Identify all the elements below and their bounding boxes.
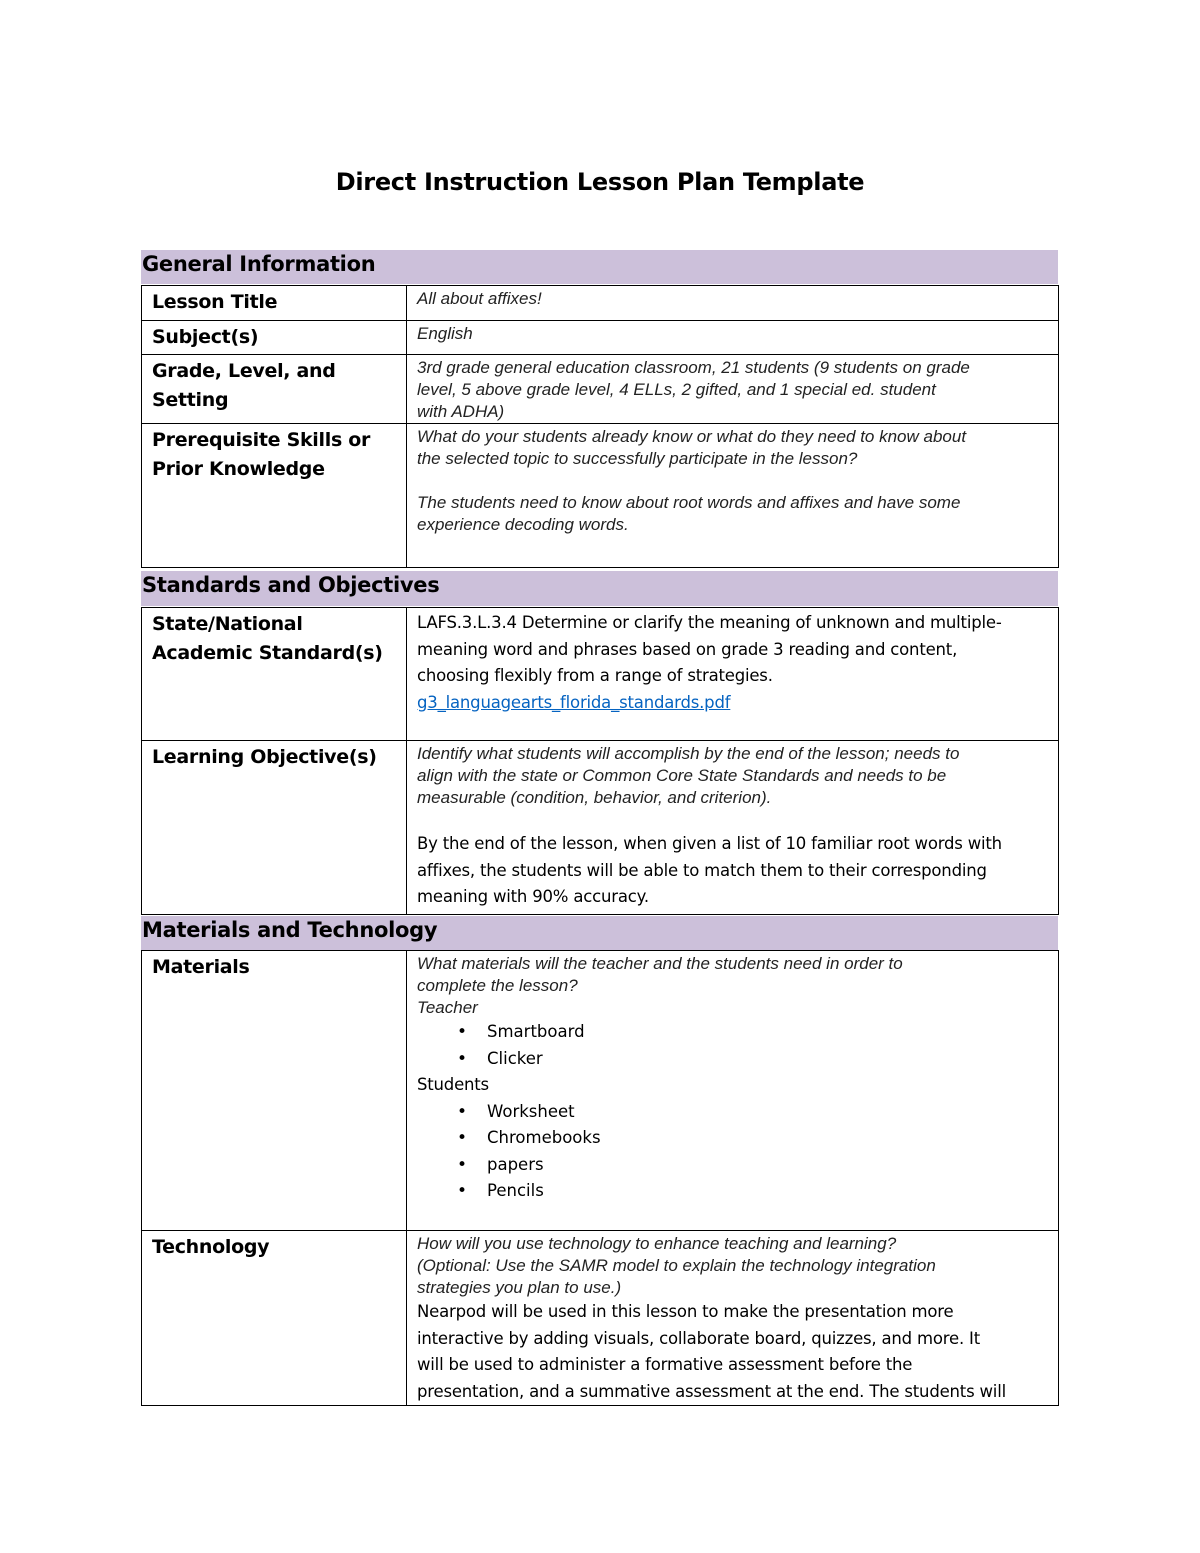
objective-line: meaning with 90% accuracy. (417, 887, 649, 906)
teacher-label: Teacher (417, 998, 478, 1017)
list-item: • papers (487, 1152, 1048, 1179)
standard-value (407, 608, 1059, 741)
technology-prompt-line: How will you use technology to enhance teaching and learning? (417, 1234, 897, 1253)
list-item: • Clicker (487, 1046, 1048, 1073)
subject-text: English (417, 324, 473, 343)
materials-label: Materials (142, 951, 407, 1231)
materials-prompt-line: complete the lesson? (417, 976, 578, 995)
list-item: • Pencils (487, 1178, 1048, 1205)
grade-label-line: Grade, Level, and (152, 360, 336, 382)
table-row (142, 608, 1059, 741)
teacher-materials-list (417, 1019, 1048, 1072)
standards-table (141, 607, 1059, 915)
table-row (142, 1231, 1059, 1406)
grade-label-line: Setting (152, 389, 229, 411)
document-title: Direct Instruction Lesson Plan Template (335, 168, 865, 196)
objective-line: By the end of the lesson, when given a list of 10 familiar root words with (417, 834, 1002, 853)
prereq-label-line: Prior Knowledge (152, 458, 325, 480)
objective-prompt-line: Identify what students will accomplish by the end of the lesson; needs to (417, 744, 960, 763)
table-row (142, 321, 1059, 355)
lesson-title-text: All about affixes! (417, 289, 542, 308)
objective-label: Learning Objective(s) (142, 741, 407, 915)
standard-label (142, 608, 407, 741)
standard-label-line: State/National (152, 613, 303, 635)
grade-label (142, 355, 407, 424)
grade-line: 3rd grade general education classroom, 21 students (9 students on grade (417, 358, 970, 377)
prereq-prompt-line: the selected topic to successfully participate in the lesson? (417, 449, 858, 468)
table-row (142, 355, 1059, 424)
objective-line: affixes, the students will be able to match them to their corresponding (417, 860, 987, 880)
technology-line: Nearpod will be used in this lesson to make the presentation more (417, 1302, 954, 1321)
materials-table (141, 950, 1059, 1406)
lesson-title-label: Lesson Title (142, 286, 407, 321)
technology-line: will be used to administer a formative assessment before the (417, 1355, 913, 1374)
grade-line: with ADHA) (417, 402, 505, 421)
general-info-table (141, 285, 1059, 568)
objective-prompt-line: measurable (condition, behavior, and criterion). (417, 788, 772, 807)
standards-pdf-link[interactable]: g3_languagearts_florida_standards.pdf (417, 692, 731, 712)
technology-prompt-line: (Optional: Use the SAMR model to explain the technology integration (417, 1256, 936, 1275)
section-header-materials: Materials and Technology (141, 916, 1058, 950)
technology-line: presentation, and a summative assessment at the end. The students will (417, 1381, 1006, 1401)
prereq-answer-line: experience decoding words. (417, 515, 629, 534)
standard-line: LAFS.3.L.3.4 Determine or clarify the meaning of unknown and multiple- (417, 613, 1002, 632)
list-item: • Chromebooks (487, 1125, 1048, 1152)
prereq-label-line: Prerequisite Skills or (152, 429, 371, 451)
prereq-prompt-line: What do your students already know or what do they need to know about (417, 427, 967, 446)
lesson-title-value (407, 286, 1059, 321)
prereq-label (142, 424, 407, 568)
technology-value (407, 1231, 1059, 1406)
materials-value (407, 951, 1059, 1231)
section-header-standards: Standards and Objectives (141, 571, 1058, 606)
materials-prompt-line: What materials will the teacher and the students need in order to (417, 954, 903, 973)
section-header-general: General Information (141, 250, 1058, 284)
grade-value (407, 355, 1059, 424)
table-row (142, 424, 1059, 568)
grade-line: level, 5 above grade level, 4 ELLs, 2 gifted, and 1 special ed. student (417, 380, 936, 399)
subject-label: Subject(s) (142, 321, 407, 355)
standard-line: choosing flexibly from a range of strategies. (417, 666, 773, 685)
standard-label-line: Academic Standard(s) (152, 642, 383, 664)
list-item: • Worksheet (487, 1099, 1048, 1126)
standard-line: meaning word and phrases based on grade 3 reading and content, (417, 639, 958, 659)
table-row (142, 286, 1059, 321)
subject-value (407, 321, 1059, 355)
technology-line: interactive by adding visuals, collaborate board, quizzes, and more. It (417, 1328, 980, 1348)
objective-value (407, 741, 1059, 915)
table-row (142, 951, 1059, 1231)
technology-prompt-line: strategies you plan to use.) (417, 1278, 622, 1297)
prereq-value (407, 424, 1059, 568)
table-row (142, 741, 1059, 915)
technology-label: Technology (142, 1231, 407, 1406)
objective-prompt-line: align with the state or Common Core State Standards and needs to be (417, 766, 947, 785)
prereq-answer-line: The students need to know about root words and affixes and have some (417, 493, 961, 512)
students-label: Students (417, 1075, 489, 1094)
list-item: • Smartboard (487, 1019, 1048, 1046)
student-materials-list (417, 1099, 1048, 1205)
